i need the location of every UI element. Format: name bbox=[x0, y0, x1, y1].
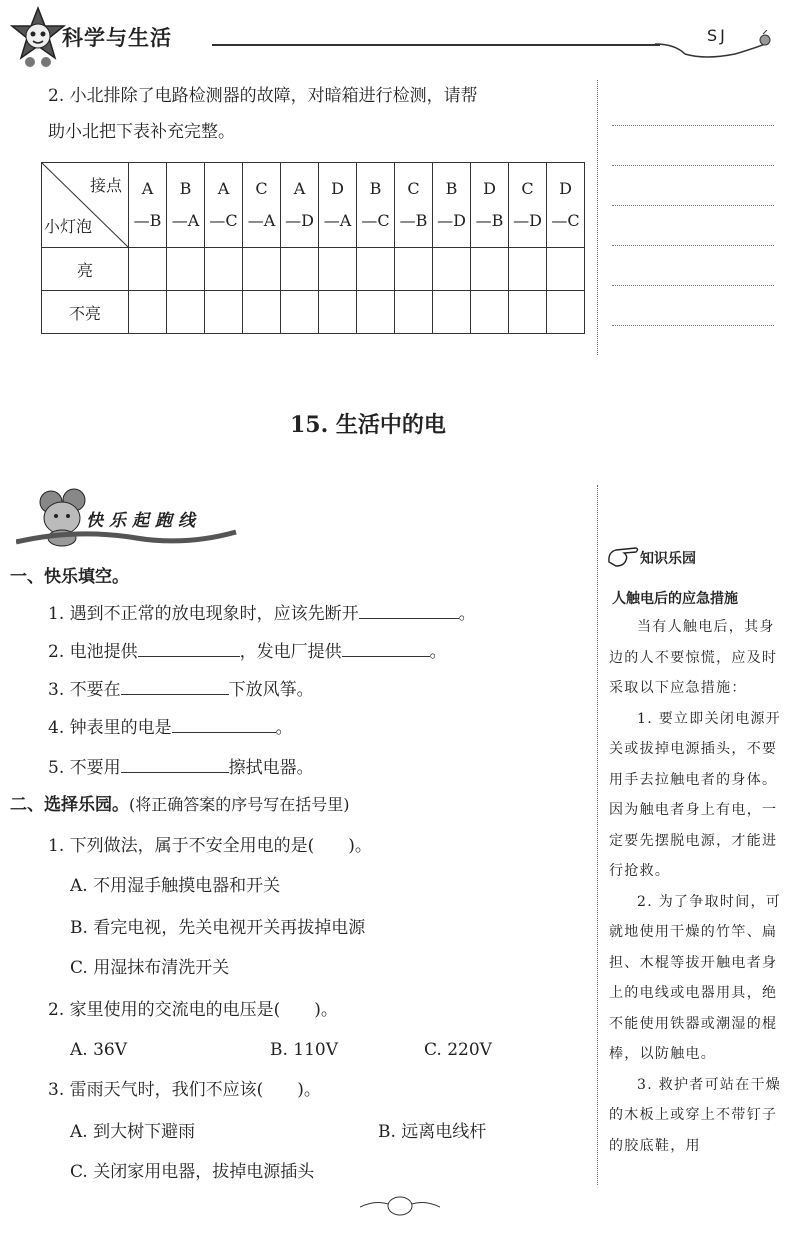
section-1-heading: 一、快乐填空。 bbox=[10, 567, 129, 587]
answer-cell[interactable] bbox=[167, 248, 205, 291]
choice-option: B. 看完电视，先关电视开关再拔掉电源 bbox=[70, 918, 366, 938]
margin-divider-top bbox=[597, 80, 598, 355]
mascot-icon bbox=[8, 6, 68, 68]
note-line bbox=[612, 285, 774, 286]
table-header-row bbox=[42, 163, 585, 248]
corner-label-bulb: 小灯泡 bbox=[44, 217, 93, 236]
answer-cell[interactable] bbox=[395, 291, 433, 334]
header-title: 科学与生活 bbox=[62, 26, 172, 50]
table-column-header: D —A bbox=[319, 163, 357, 248]
choice-option: C. 关闭家用电器，拔掉电源插头 bbox=[70, 1162, 315, 1182]
fill-blank-item-1: 1. 遇到不正常的放电现象时，应该先断开 。 bbox=[48, 604, 476, 624]
question-2-line-1: 2. 小北排除了电路检测器的故障，对暗箱进行检测，请帮 bbox=[48, 86, 478, 106]
header-divider bbox=[212, 44, 660, 46]
sidebar-paragraph: 3. 救护者可站在干燥的木板上或穿上不带钉子的胶底鞋，用 bbox=[609, 1076, 782, 1154]
choice-question-3: 3. 雷雨天气时，我们不应该( )。 bbox=[48, 1080, 321, 1100]
answer-cell[interactable] bbox=[319, 248, 357, 291]
note-line bbox=[612, 125, 774, 126]
answer-cell[interactable] bbox=[357, 291, 395, 334]
sidebar-body bbox=[609, 612, 789, 1161]
row-label-lit: 亮 bbox=[42, 248, 129, 291]
table-column-header: C —A bbox=[243, 163, 281, 248]
answer-cell[interactable] bbox=[205, 291, 243, 334]
answer-cell[interactable] bbox=[243, 248, 281, 291]
choice-option: A. 36V bbox=[70, 1040, 127, 1060]
answer-cell[interactable] bbox=[205, 248, 243, 291]
answer-cell[interactable] bbox=[433, 291, 471, 334]
answer-cell[interactable] bbox=[471, 248, 509, 291]
sidebar-paragraph: 当有人触电后，其身边的人不要惊慌，应及时采取以下应急措施： bbox=[609, 619, 778, 696]
answer-cell[interactable] bbox=[509, 248, 547, 291]
table-column-header: D —B bbox=[471, 163, 509, 248]
note-line bbox=[612, 325, 774, 326]
choice-option: A. 到大树下避雨 bbox=[70, 1122, 196, 1142]
table-row bbox=[42, 248, 585, 291]
table-column-header: D —C bbox=[547, 163, 585, 248]
pointing-hand-icon bbox=[606, 542, 640, 570]
sidebar-title: 知识乐园 bbox=[640, 551, 696, 567]
margin-divider-bottom bbox=[597, 485, 598, 1185]
answer-blank[interactable] bbox=[342, 640, 430, 657]
note-line bbox=[612, 205, 774, 206]
answer-cell[interactable] bbox=[395, 248, 433, 291]
circuit-test-table bbox=[41, 162, 585, 334]
answer-blank[interactable] bbox=[121, 756, 229, 773]
answer-blank[interactable] bbox=[359, 602, 459, 619]
answer-cell[interactable] bbox=[319, 291, 357, 334]
table-column-header: A —D bbox=[281, 163, 319, 248]
table-column-header: A —C bbox=[205, 163, 243, 248]
choice-option: A. 不用湿手触摸电器和开关 bbox=[70, 876, 281, 896]
sidebar-subtitle: 人触电后的应急措施 bbox=[612, 591, 738, 607]
question-2-line-2: 助小北把下表补充完整。 bbox=[48, 122, 235, 142]
answer-cell[interactable] bbox=[129, 248, 167, 291]
fill-blank-item-2: 2. 电池提供 ，发电厂提供 。 bbox=[48, 642, 447, 662]
table-column-header: B —C bbox=[357, 163, 395, 248]
fill-blank-item-5: 5. 不要用 擦拭电器。 bbox=[48, 758, 314, 778]
banner-label: 快乐起跑线 bbox=[86, 511, 201, 531]
answer-cell[interactable] bbox=[471, 291, 509, 334]
answer-blank[interactable] bbox=[138, 640, 240, 657]
page-number-ornament bbox=[360, 1192, 440, 1222]
header-code: SJ bbox=[707, 26, 728, 45]
table-row bbox=[42, 291, 585, 334]
answer-cell[interactable] bbox=[509, 291, 547, 334]
answer-blank[interactable] bbox=[172, 716, 276, 733]
note-line bbox=[612, 245, 774, 246]
answer-cell[interactable] bbox=[357, 248, 395, 291]
row-label-unlit: 不亮 bbox=[42, 291, 129, 334]
answer-cell[interactable] bbox=[281, 291, 319, 334]
sidebar-paragraph: 1. 要立即关闭电源开关或拔掉电源插头，不要用手去拉触电者的身体。因为触电者身上有电，一定要先摆脱电源，才能进行抢救。 bbox=[609, 710, 782, 879]
note-line bbox=[612, 165, 774, 166]
answer-cell[interactable] bbox=[547, 248, 585, 291]
fill-blank-item-3: 3. 不要在 下放风筝。 bbox=[48, 680, 314, 700]
choice-option: C. 用湿抹布清洗开关 bbox=[70, 958, 230, 978]
answer-cell[interactable] bbox=[281, 248, 319, 291]
table-column-header: B —D bbox=[433, 163, 471, 248]
sidebar-paragraph: 2. 为了争取时间，可就地使用干燥的竹竿、扁担、木棍等拔开触电者身上的电线或电器用具，绝不能使用铁器或潮湿的棍棒，以防触电。 bbox=[609, 893, 782, 1062]
answer-cell[interactable] bbox=[167, 291, 205, 334]
table-corner-cell bbox=[42, 163, 129, 248]
choice-question-2: 2. 家里使用的交流电的电压是( )。 bbox=[48, 1000, 338, 1020]
table-column-header: C —B bbox=[395, 163, 433, 248]
answer-cell[interactable] bbox=[243, 291, 281, 334]
lesson-title: 15. 生活中的电 bbox=[290, 412, 446, 438]
answer-blank[interactable] bbox=[121, 678, 229, 695]
fill-blank-item-4: 4. 钟表里的电是 。 bbox=[48, 718, 293, 738]
answer-cell[interactable] bbox=[547, 291, 585, 334]
corner-label-contact: 接点 bbox=[89, 176, 122, 195]
section-2-heading: 二、选择乐园。(将正确答案的序号写在括号里) bbox=[10, 795, 350, 815]
choice-option: C. 220V bbox=[424, 1040, 492, 1060]
answer-cell[interactable] bbox=[129, 291, 167, 334]
table-column-header: A —B bbox=[129, 163, 167, 248]
choice-option: B. 110V bbox=[270, 1040, 339, 1060]
table-column-header: B —A bbox=[167, 163, 205, 248]
choice-option: B. 远离电线杆 bbox=[378, 1122, 487, 1142]
table-column-header: C —D bbox=[509, 163, 547, 248]
choice-question-1: 1. 下列做法，属于不安全用电的是( )。 bbox=[48, 836, 372, 856]
answer-cell[interactable] bbox=[433, 248, 471, 291]
